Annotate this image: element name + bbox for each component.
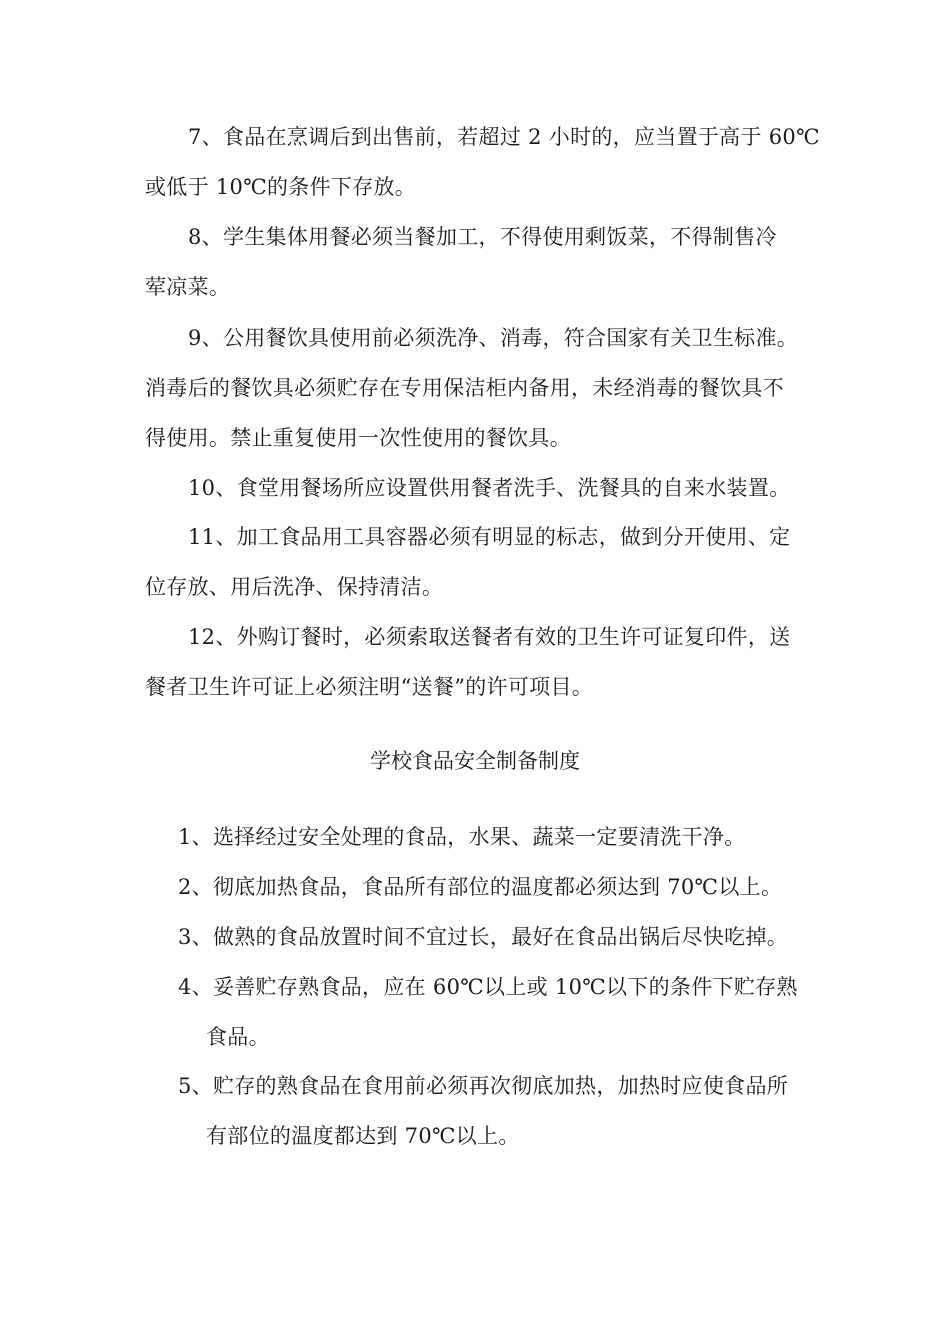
rule-9-line-2: 消毒后的餐饮具必须贮存在专用保洁柜内备用，未经消毒的餐饮具不: [145, 376, 784, 400]
prep-rule-1-line-1: 1、选择经过安全处理的食品，水果、蔬菜一定要清洗干净。: [178, 825, 746, 849]
prep-rule-4-line-2: 食品。: [206, 1025, 270, 1049]
rule-8-line-1: 8、学生集体用餐必须当餐加工，不得使用剩饭菜，不得制售冷: [188, 225, 777, 249]
rule-12-line-1: 12、外购订餐时，必须索取送餐者有效的卫生许可证复印件，送: [188, 625, 791, 649]
rule-8-line-2: 荤凉菜。: [145, 275, 231, 299]
rule-7-line-2: 或低于 10℃的条件下存放。: [145, 175, 417, 199]
prep-rule-5-line-2: 有部位的温度都达到 70℃以上。: [206, 1124, 520, 1148]
rule-11-line-1: 11、加工食品用工具容器必须有明显的标志，做到分开使用、定: [188, 525, 791, 549]
prep-rule-4-line-1: 4、妥善贮存熟食品，应在 60℃以上或 10℃以下的条件下贮存熟: [178, 975, 798, 999]
rule-10-line-1: 10、食堂用餐场所应设置供用餐者洗手、洗餐具的自来水装置。: [188, 476, 791, 500]
prep-rule-3-line-1: 3、做熟的食品放置时间不宜过长，最好在食品出锅后尽快吃掉。: [178, 925, 789, 949]
rule-11-line-2: 位存放、用后洗净、保持清洁。: [145, 575, 444, 599]
rule-12-line-2: 餐者卫生许可证上必须注明“送餐”的许可项目。: [145, 675, 594, 699]
prep-rule-5-line-1: 5、贮存的熟食品在食用前必须再次彻底加热，加热时应使食品所: [178, 1074, 789, 1098]
prep-rule-2-line-1: 2、彻底加热食品，食品所有部位的温度都必须达到 70℃以上。: [178, 875, 783, 899]
rule-9-line-3: 得使用。禁止重复使用一次性使用的餐饮具。: [145, 426, 571, 450]
rule-9-line-1: 9、公用餐饮具使用前必须洗净、消毒，符合国家有关卫生标准。: [188, 326, 799, 350]
rule-7-line-1: 7、食品在烹调后到出售前，若超过 2 小时的，应当置于高于 60℃: [188, 125, 820, 149]
section-title: 学校食品安全制备制度: [370, 749, 580, 773]
